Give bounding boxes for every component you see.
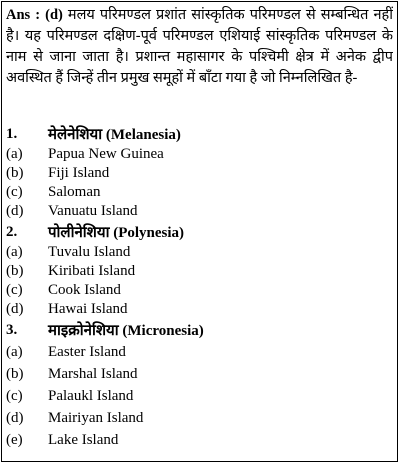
item-text: Saloman (48, 184, 101, 200)
answer-option: (d) (45, 7, 63, 23)
answer-paragraph (6, 5, 393, 123)
group-number: 3. (6, 321, 18, 338)
group-heading-polynesia (6, 221, 393, 243)
list-item (6, 243, 393, 262)
item-text: Cook Island (48, 282, 121, 298)
group-number: 2. (6, 223, 18, 240)
list-item (6, 300, 393, 319)
item-marker: (b) (6, 365, 24, 382)
item-text: Easter Island (48, 343, 126, 360)
item-marker: (c) (6, 282, 23, 298)
list-item (6, 183, 393, 202)
item-text: Mairiyan Island (48, 409, 144, 426)
list-item (6, 202, 393, 221)
item-text: Papua New Guinea (48, 146, 164, 162)
group-heading-micronesia (6, 319, 393, 341)
list-item (6, 281, 393, 300)
item-marker: (d) (6, 301, 24, 317)
item-marker: (b) (6, 263, 24, 279)
list-item (6, 164, 393, 183)
item-marker: (c) (6, 184, 23, 200)
group-title: माइक्रोनेशिया (Micronesia) (48, 323, 204, 339)
group-title: पोलीनेशिया (Polynesia) (48, 225, 185, 241)
item-text: Marshal Island (48, 365, 138, 382)
item-marker: (a) (6, 146, 23, 162)
group-number: 1. (6, 125, 18, 142)
answer-prefix: Ans : (6, 7, 41, 23)
list-item (6, 341, 393, 363)
item-marker: (d) (6, 203, 24, 219)
list-item (6, 262, 393, 281)
item-marker: (a) (6, 343, 23, 360)
answer-text: मलय परिमण्डल प्रशांत सांस्कृतिक परिमण्डल से सम्बन्धित नहीं है। यह परिमण्डल दक्षिण-पूर्व परिमण्डल एशियाई सांस्कृतिक परिमण्डल के नाम से जाना जाता है। प्रशान्त महासागर के पश्चिमी क्षेत्र में अनेक द्वीप अवस्थित हैं जिन्हें तीन प्रमुख समूहों में बाँटा गया है जो निम्नलिखित है- (6, 7, 393, 86)
list-item (6, 363, 393, 385)
item-text: Tuvalu Island (48, 244, 131, 260)
item-marker: (b) (6, 165, 24, 181)
item-marker: (d) (6, 409, 24, 426)
answer-box (1, 1, 398, 462)
list-item (6, 407, 393, 429)
item-text: Kiribati Island (48, 263, 136, 279)
item-text: Fiji Island (48, 165, 110, 181)
item-marker: (e) (6, 431, 23, 448)
item-text: Palaukl Island (48, 387, 134, 404)
list-item (6, 385, 393, 407)
item-marker: (a) (6, 244, 23, 260)
group-heading-melanesia (6, 123, 393, 145)
item-text: Hawai Island (48, 301, 128, 317)
item-marker: (c) (6, 387, 23, 404)
item-text: Lake Island (48, 431, 119, 448)
list-item (6, 429, 393, 451)
item-text: Vanuatu Island (48, 203, 138, 219)
group-title: मेलेनेशिया (Melanesia) (48, 127, 181, 143)
list-item (6, 145, 393, 164)
